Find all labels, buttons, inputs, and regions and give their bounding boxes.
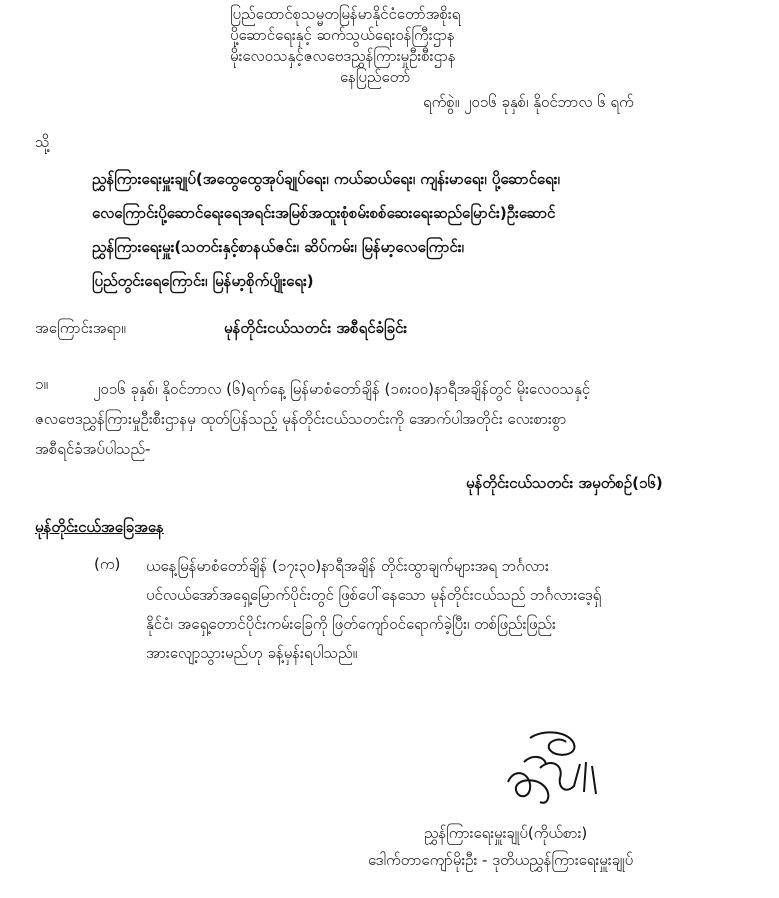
recipient-line: ညွှန်ကြားရေးမှူး(သတင်းနှင့်စာနယ်ဇင်း၊ ဆိပ်ကမ်း၊ မြန်မာ့လေကြောင်း၊ [92,238,464,256]
subject-label: အကြောင်းအရာ။ [35,319,126,337]
item-line: နိုင်ငံ၊ အရှေ့တောင်ပိုင်းကမ်းခြေကို ဖြတ်ကျော်ဝင်ရောက်ခဲ့ပြီး၊ တစ်ဖြည်းဖြည်း [146,615,556,633]
item-line: ယနေ့မြန်မာစံတော်ချိန် (၁၇း၃၀)နာရီအချိန် တိုင်းထွာချက်များအရ ဘင်္ဂလား [146,557,549,575]
paragraph-line: အစီရင်ခံအပ်ပါသည်- [35,440,151,458]
recipient-line: ညွှန်ကြားရေးမှူးချုပ်(အထွေထွေအုပ်ချုပ်ရေး၊ ကယ်ဆယ်ရေး၊ ကျန်းမာရေး၊ ပို့ဆောင်ရေး၊ [92,170,560,188]
to-label: သို့ [35,133,50,151]
section-title: မုန်တိုင်းငယ်အခြေအနေ [35,518,164,536]
letterhead-city: နေပြည်တော် [340,68,411,86]
recipients-block [92,162,752,298]
letterhead-department: မိုးလေဝသနှင့်ဇလဗေဒညွှန်ကြားမှုဦးစီးဌာန [230,47,456,65]
paragraph-line: ၂၀၁၆ ခုနှစ်၊ နိုဝင်ဘာလ (၆)ရက်နေ့ မြန်မာစံတော်ချိန် (၁၈း၀၀)နာရီအချိန်တွင် မိုးလေဝသနှင့် [93,380,591,398]
letterhead-ministry: ပို့ဆောင်ရေးနှင့် ဆက်သွယ်ရေးဝန်ကြီးဌာန [230,26,455,44]
item-line: ပင်လယ်အော်အရှေ့မြောက်ပိုင်းတွင် ဖြစ်ပေါ်နေသော မုန်တိုင်းငယ်သည် ဘင်္ဂလားဒေ့ရှ် [146,586,602,604]
paragraph-1 [35,374,755,464]
signatory-name: ဒေါက်တာကျော်မိုးဦး - ဒုတိယညွှန်ကြားရေးမှူးချုပ် [368,851,634,869]
handwritten-signature [500,728,610,818]
paragraph-line: ဇလဗေဒညွှန်ကြားမှုဦးစီးဌာနမှ ထုတ်ပြန်သည့် မုန်တိုင်းငယ်သတင်းကို အောက်ပါအတိုင်း လေးစားစွာ [35,410,567,428]
item-marker: (က) [94,555,121,573]
item-ka [146,552,756,668]
letter-date: ရက်စွဲ။ ၂၀၁၆ ခုနှစ်၊ နိုဝင်ဘာလ ၆ ရက် [423,93,634,111]
letterhead [230,4,650,88]
recipient-line: ပြည်တွင်းရေကြောင်း၊ မြန်မာ့စိုက်ပျိုးရေး) [92,272,314,290]
bulletin-number: မုန်တိုင်းငယ်သတင်း အမှတ်စဥ်(၁၆) [466,474,663,492]
recipient-line: လေကြောင်းပို့ဆောင်ရေးရေအရင်းအမြစ်အထူးစုံစမ်းစစ်ဆေးရေးဆည်မြောင်း)ဦးဆောင် [92,204,556,222]
subject-text: မုန်တိုင်းငယ်သတင်း အစီရင်ခံခြင်း [224,319,408,337]
paragraph-number: ၁။ [35,375,48,393]
letterhead-government: ပြည်ထောင်စုသမ္မတမြန်မာနိုင်ငံတော်အစိုးရ [230,5,461,23]
signature-title: ညွှန်ကြားရေးမှူးချုပ်(ကိုယ်စား) [424,824,588,842]
item-line: အားလျော့သွားမည်ဟု ခန့်မှန်းရပါသည်။ [146,644,358,662]
